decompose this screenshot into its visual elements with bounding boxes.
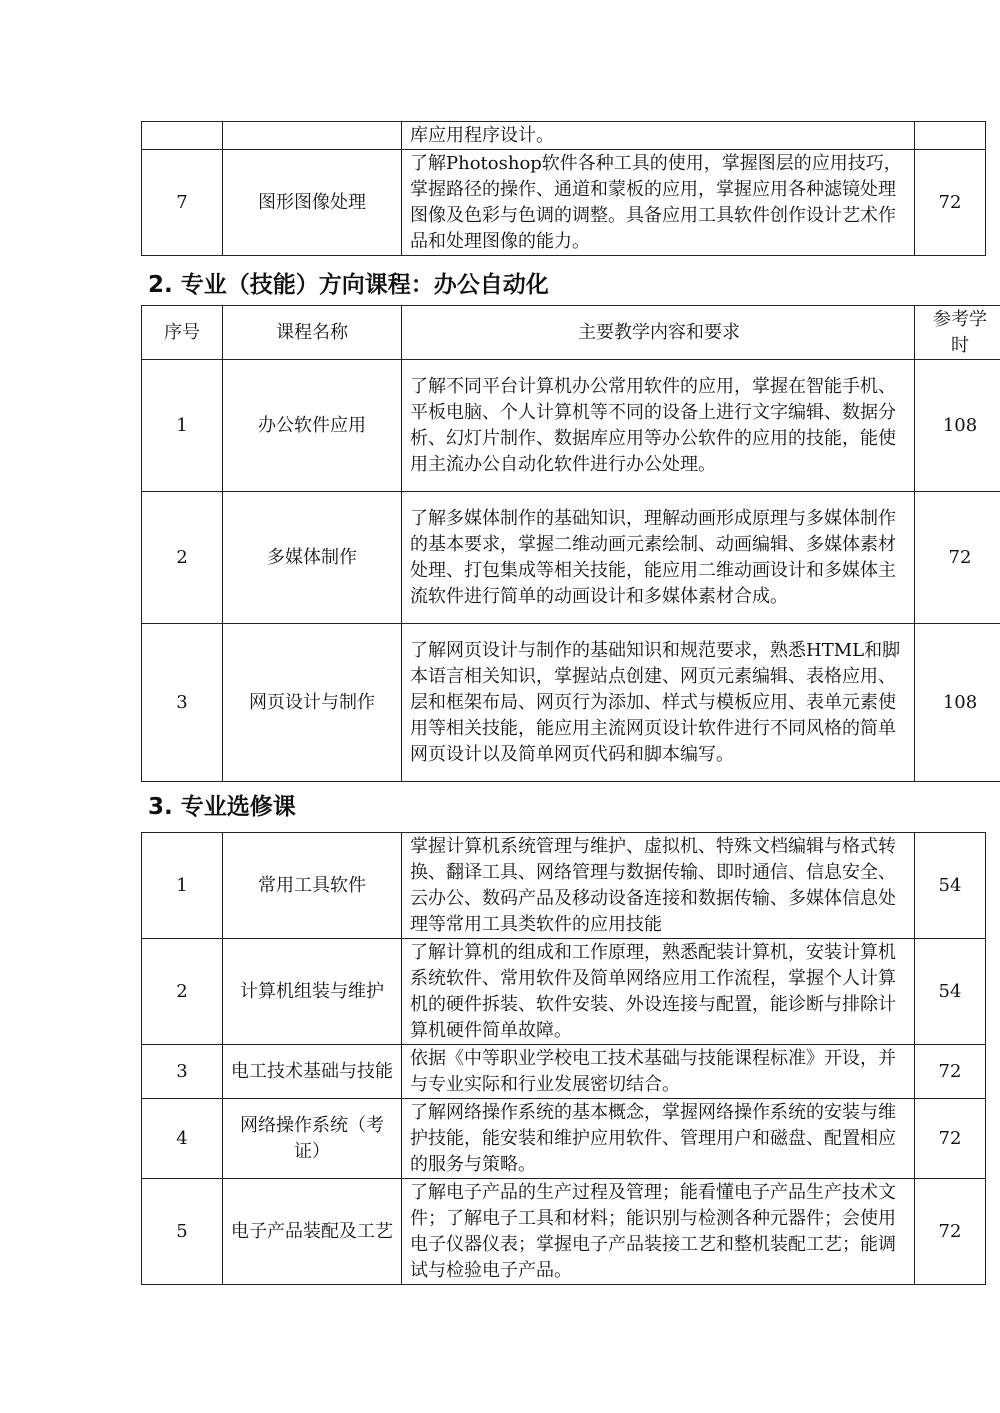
course-description: 了解Photoshop软件各种工具的使用，掌握图层的应用技巧，掌握路径的操作、通道和蒙板的应用，掌握应用各种滤镜处理图像及色彩与色调的调整。具备应用工具软件创作设计艺术作品和处理图像的能力。 [402,150,915,256]
course-name: 电子产品装配及工艺 [223,1179,402,1285]
course-name: 网络操作系统（考证） [223,1099,402,1179]
course-table-office-automation [141,305,1000,782]
table-row [142,492,1000,624]
table-row [142,1179,986,1285]
course-hours: 108 [915,624,1000,782]
header-description: 主要教学内容和要求 [402,306,915,360]
course-hours: 72 [915,1099,986,1179]
course-name: 办公软件应用 [223,360,402,492]
table-row [142,1099,986,1179]
course-table-electives [141,832,986,1285]
row-index: 4 [142,1099,223,1179]
course-name [223,122,402,150]
header-index: 序号 [142,306,223,360]
course-description: 了解多媒体制作的基础知识，理解动画形成原理与多媒体制作的基本要求，掌握二维动画元素绘制、动画编辑、多媒体素材处理、打包集成等相关技能，能应用二维动画设计和多媒体主流软件进行简单的动画设计和多媒体素材合成。 [402,492,915,624]
row-index: 2 [142,492,223,624]
header-name: 课程名称 [223,306,402,360]
row-index: 2 [142,939,223,1045]
course-name: 电工技术基础与技能 [223,1045,402,1099]
course-description: 了解电子产品的生产过程及管理；能看懂电子产品生产技术文件；了解电子工具和材料；能识别与检测各种元器件；会使用电子仪器仪表；掌握电子产品装接工艺和整机装配工艺；能调试与检验电子产品。 [402,1179,915,1285]
course-hours: 54 [915,939,986,1045]
course-hours: 108 [915,360,1000,492]
course-hours [915,122,986,150]
table-header-row [142,306,1000,360]
course-description: 依据《中等职业学校电工技术基础与技能课程标准》开设，并与专业实际和行业发展密切结合。 [402,1045,915,1099]
course-table-continued [141,121,986,256]
course-description: 了解网页设计与制作的基础知识和规范要求，熟悉HTML和脚本语言相关知识，掌握站点创建、网页元素编辑、表格应用、层和框架布局、网页行为添加、样式与模板应用、表单元素使用等相关技能，能应用主流网页设计软件进行不同风格的简单网页设计以及简单网页代码和脚本编写。 [402,624,915,782]
course-name: 网页设计与制作 [223,624,402,782]
course-hours: 54 [915,833,986,939]
table-row [142,1045,986,1099]
row-index: 1 [142,833,223,939]
table-row [142,150,986,256]
table-row [142,122,986,150]
course-hours: 72 [915,492,1000,624]
row-index: 3 [142,1045,223,1099]
course-description: 了解不同平台计算机办公常用软件的应用，掌握在智能手机、平板电脑、个人计算机等不同的设备上进行文字编辑、数据分析、幻灯片制作、数据库应用等办公软件的应用的技能，能使用主流办公自动化软件进行办公处理。 [402,360,915,492]
section-heading: 2. 专业（技能）方向课程：办公自动化 [148,272,549,298]
course-hours: 72 [915,1045,986,1099]
table-row [142,360,1000,492]
row-index: 7 [142,150,223,256]
row-index: 5 [142,1179,223,1285]
course-name: 常用工具软件 [223,833,402,939]
course-description: 掌握计算机系统管理与维护、虚拟机、特殊文档编辑与格式转换、翻译工具、网络管理与数据传输、即时通信、信息安全、云办公、数码产品及移动设备连接和数据传输、多媒体信息处理等常用工具类软件的应用技能 [402,833,915,939]
course-description: 库应用程序设计。 [402,122,915,150]
course-name: 图形图像处理 [223,150,402,256]
course-name: 计算机组装与维护 [223,939,402,1045]
row-index: 3 [142,624,223,782]
row-index [142,122,223,150]
course-hours: 72 [915,150,986,256]
course-name: 多媒体制作 [223,492,402,624]
table-row [142,939,986,1045]
row-index: 1 [142,360,223,492]
header-hours: 参考学时 [915,306,1000,360]
table-row [142,624,1000,782]
course-description: 了解计算机的组成和工作原理，熟悉配装计算机，安装计算机系统软件、常用软件及简单网络应用工作流程，掌握个人计算机的硬件拆装、软件安装、外设连接与配置，能诊断与排除计算机硬件简单故障。 [402,939,915,1045]
course-hours: 72 [915,1179,986,1285]
table-row [142,833,986,939]
course-description: 了解网络操作系统的基本概念，掌握网络操作系统的安装与维护技能，能安装和维护应用软件、管理用户和磁盘、配置相应的服务与策略。 [402,1099,915,1179]
section-heading: 3. 专业选修课 [148,794,296,820]
